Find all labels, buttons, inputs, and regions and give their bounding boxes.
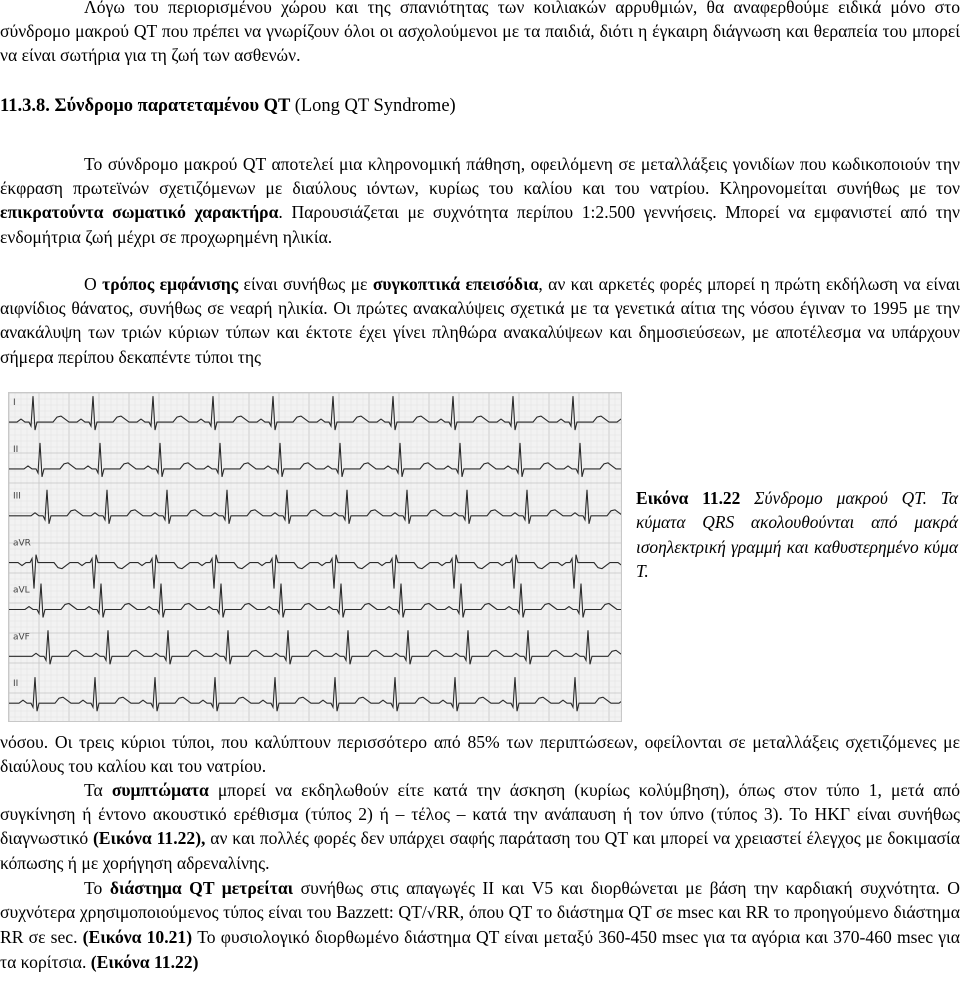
para5-text-c: συνήθως στις απαγωγές II και V5 και διορθώνεται με βάση την καρδιακή συχνότητα. Ο συχνότερα χρησιμοποιούμενος τύπος είναι του Bazzett: QT/ [0,878,960,923]
ecg-lead-label: I [13,398,16,408]
caption-text-a: Σύνδρομο μακρού QT. Τα κύματα [636,488,958,533]
para5-bold-figure-ref-1: (Εικόνα 10.21) [82,927,193,948]
sqrt-symbol: √ [426,904,437,923]
section-heading [0,96,456,117]
para1-bold-inheritance: επικρατούντα σωματικό χαρακτήρα [0,202,279,223]
section-subtitle: (Long QT Syndrome) [294,96,456,116]
caption-label: Εικόνα 11.22 [636,488,741,508]
paragraph-types [0,730,960,778]
intro-text: Λόγω του περιορισμένου χώρου και της σπανιότητας των κοιλιακών αρρυθμιών, θα αναφερθούμε ειδικά μόνο στο σύνδρομο μακρού QT που πρέπει να γνωρίζουν όλοι οι ασχολούμενοι με τα παιδιά, διότι η έγκαιρη διάγνωση και θεραπεία του μπορεί να είναι σωτήρια για τη ζωή των ασθενών. [0,0,960,66]
para2-text-c: είναι συνήθως με [238,274,373,294]
ecg-figure [8,392,622,722]
ecg-trace-image [9,393,621,721]
para5-text-d: RR, όπου QT το διάστημα QT σε msec και RR το προηγούμενο διάστημα RR σε sec. [0,902,960,948]
intro-paragraph [0,0,960,68]
section-number: 11.3.8. [0,96,50,116]
caption-text-b: ακολουθούνται από μακρά ισοηλεκτρική γραμμή και καθυστερημένο κύμα Τ. [636,512,959,582]
para5-bold-qt: διάστημα QT μετρείται [109,878,294,898]
paragraph-genetics [0,152,960,249]
para4-text-c: μπορεί να εκδηλωθούν είτε κατά την άσκηση (κυρίως κολύμβηση), όπως στον τύπο 1, μετά από συγκίνηση ή έντονο ακουστικό ερέθισμα (τύπος 2) ή – τέλος – κατά την ανάπαυση ή τον ύπνο (τύπος 3). Το ΗΚΓ είναι συνήθως διαγνωστικό [0,780,960,849]
para2-text-a: Ο [84,274,103,294]
para2-bold-presentation: τρόπος εμφάνισης [102,274,239,294]
para2-bold-syncope: συγκοπτικά επεισόδια [372,274,539,294]
paragraph-symptoms [0,778,960,875]
para4-bold-symptoms: συμπτώματα [111,780,209,800]
para5-text-a: Το [84,878,110,898]
ecg-lead-label: aVF [13,632,30,643]
para1-text-c: . Παρουσιάζεται με συχνότητα περίπου 1:2.500 γεννήσεις. Μπορεί να εμφανιστεί από την ενδομήτρια ζωή μέχρι σε προχωρημένη ηλικία. [0,202,960,247]
ecg-lead-label: II [13,679,19,690]
para4-text-e: αν και πολλές φορές δεν υπάρχει σαφής παράταση του QT και μπορεί να χρειαστεί έλεγχος με δοκιμασία κόπωσης ή με χορήγηση αδρεναλίνης. [0,828,960,873]
ecg-lead-label: II [13,444,19,455]
figure-caption [636,486,958,584]
para5-text-f: Το φυσιολογικό διορθωμένο διάστημα QT είναι μεταξύ 360-450 msec για τα αγόρια και 370-460 msec για τα κορίτσια. [0,927,960,972]
para5-bold-figure-ref-2: (Εικόνα 11.22) [90,951,199,972]
ecg-lead-label: aVL [13,585,30,596]
paragraph-presentation [0,272,960,369]
para3-text: νόσου. Οι τρεις κύριοι τύποι, που καλύπτουν περισσότερο από 85% των περιπτώσεων, οφείλονται σε μεταλλάξεις σχετιζόμενες με διαύλους του καλίου και του νατρίου. [0,732,960,777]
para4-text-a: Τα [84,780,112,800]
para4-bold-figure-ref: (Εικόνα 11.22), [92,828,206,849]
caption-qrs: QRS [702,512,735,533]
para1-text-a: Το σύνδρομο μακρού QT αποτελεί μια κληρονομική πάθηση, οφειλόμενη σε μεταλλάξεις γονιδίων που κωδικοποιούν την έκφραση πρωτεϊνών σχετιζόμενων με διαύλους ιόντων, κυρίως του καλίου και του νατρίου. Κληρονομείται συνήθως με τον [0,154,960,199]
ecg-lead-label: aVR [13,538,31,549]
ecg-lead-label: III [13,491,21,502]
para2-text-e: , αν και αρκετές φορές μπορεί η πρώτη εκδήλωση να είναι αιφνίδιος θάνατος, συνήθως σε νεαρή ηλικία. Οι πρώτες ανακαλύψεις σχετικά με τα γενετικά αίτια της νόσου έγιναν το 1995 με την ανακάλυψη των τριών κύριων τύπων και έκτοτε έχει γίνει πληθώρα ανακαλύψεων και δημοσιεύσεων, με αποτέλεσμα να υπάρχουν σήμερα περίπου δεκαπέντε τύποι της [0,274,960,367]
section-title: Σύνδρομο παρατεταμένου QT [54,96,291,116]
ecg-grid [9,393,621,721]
paragraph-qt-interval [0,876,960,974]
